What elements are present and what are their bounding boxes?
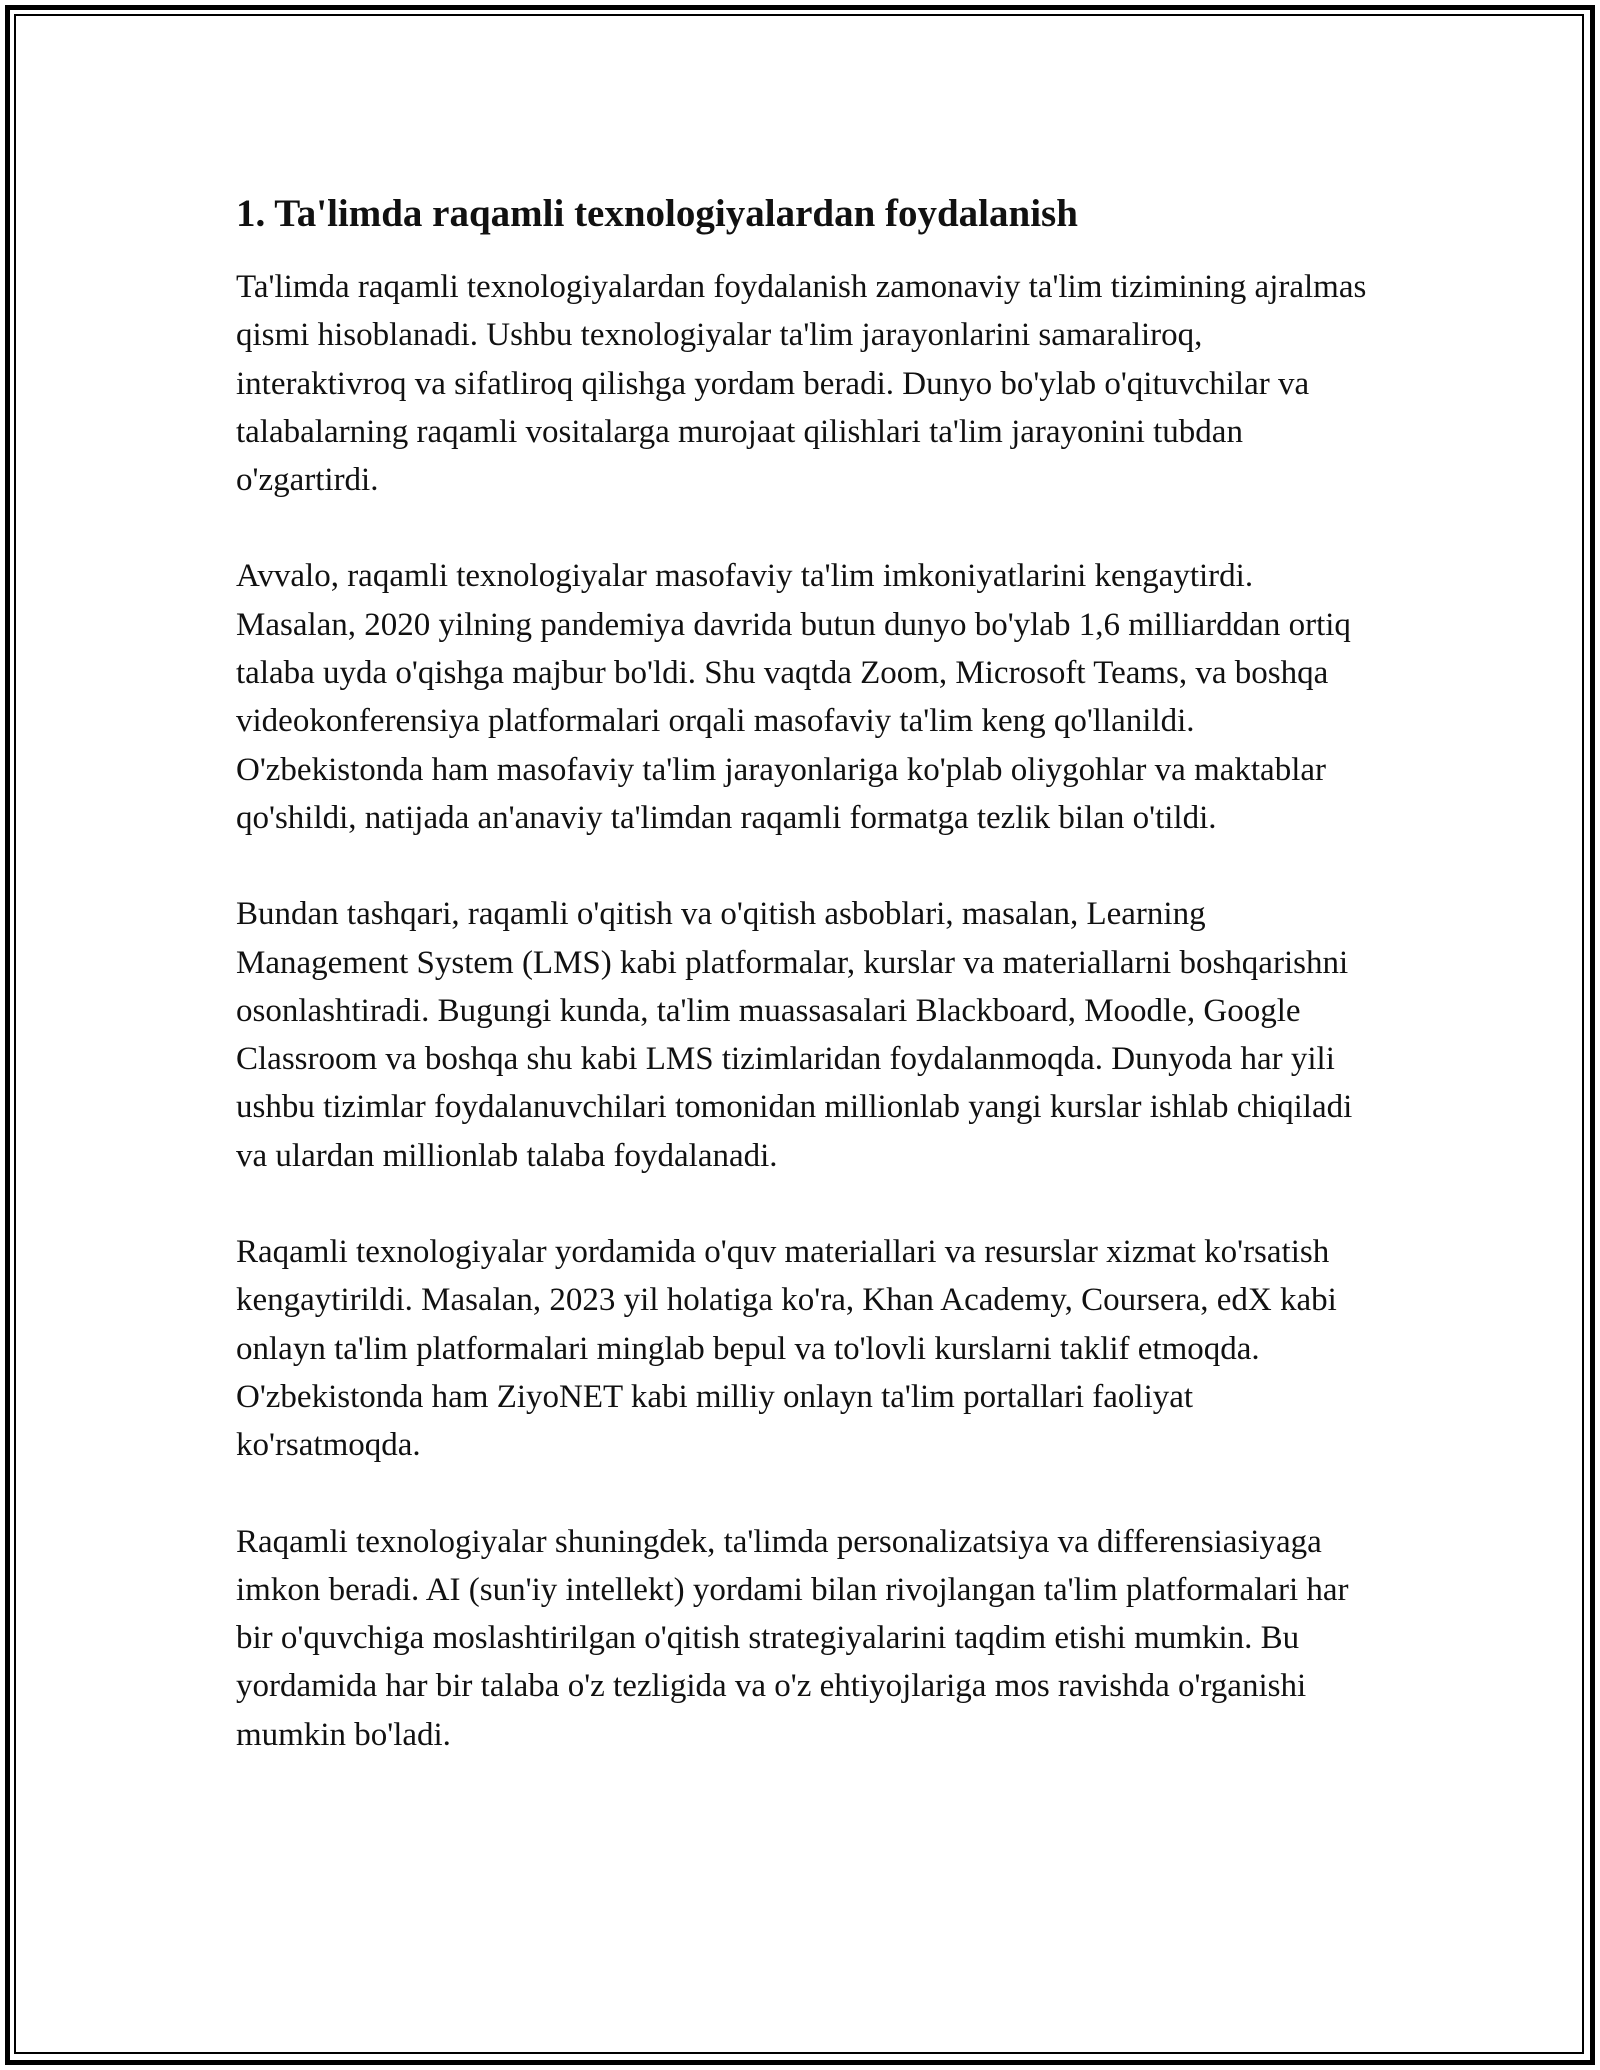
paragraph-online-resources: Raqamli texnologiyalar yordamida o'quv materiallari va resurslar xizmat ko'rsatish kengaytirildi. Masalan, 2023 yil holatiga ko'ra, Khan Academy, Coursera, edX kabi onlayn ta'lim platformalari minglab bepul va to'lovli kurslarni taklif etmoqda. O'zbekistonda ham ZiyoNET kabi milliy onlayn ta'lim portallari faoliyat ko'rsatmoqda. [236,1234,1337,1464]
paragraph-personalization: Raqamli texnologiyalar shuningdek, ta'limda personalizatsiya va differensiasiyaga imkon beradi. AI (sun'iy intellekt) yordami bilan rivojlangan ta'lim platformalari har bir o'quvchiga moslashtirilgan o'qitish strategiyalarini taqdim etishi mumkin. Bu yordamida har bir talaba o'z tezligida va o'z ehtiyojlariga mos ravishda o'rganishi mumkin bo'ladi. [236,1523,1349,1753]
paragraph-intro: Ta'limda raqamli texnologiyalardan foydalanish zamonaviy ta'lim tizimining ajralmas qismi hisoblanadi. Ushbu texnologiyalar ta'lim jarayonlarini samaraliroq, interaktivroq va sifatliroq qilishga yordam beradi. Dunyo bo'ylab o'qituvchilar va talabalarning raqamli vositalarga murojaat qilishlari ta'lim jarayonini tubdan o'zgartirdi. [236,269,1367,499]
document-body [236,188,1376,1759]
section-heading: 1. Ta'limda raqamli texnologiyalardan foydalanish [236,192,1078,235]
paragraph-remote-learning: Avvalo, raqamli texnologiyalar masofaviy ta'lim imkoniyatlarini kengaytirdi. Masalan, 2020 yilning pandemiya davrida butun dunyo bo'ylab 1,6 milliarddan ortiq talaba uyda o'qishga majbur bo'ldi. Shu vaqtda Zoom, Microsoft Teams, va boshqa videokonferensiya platformalari orqali masofaviy ta'lim keng qo'llanildi. O'zbekistonda ham masofaviy ta'lim jarayonlariga ko'plab oliygohlar va maktablar qo'shildi, natijada an'anaviy ta'limdan raqamli formatga tezlik bilan o'tildi. [236,558,1351,836]
paragraph-lms: Bundan tashqari, raqamli o'qitish va o'qitish asboblari, masalan, Learning Management System (LMS) kabi platformalar, kurslar va materiallarni boshqarishni osonlashtiradi. Bugungi kunda, ta'lim muassasalari Blackboard, Moodle, Google Classroom va boshqa shu kabi LMS tizimlaridan foydalanmoqda. Dunyoda har yili ushbu tizimlar foydalanuvchilari tomonidan millionlab yangi kurslar ishlab chiqiladi va ulardan millionlab talaba foydalanadi. [236,896,1353,1174]
